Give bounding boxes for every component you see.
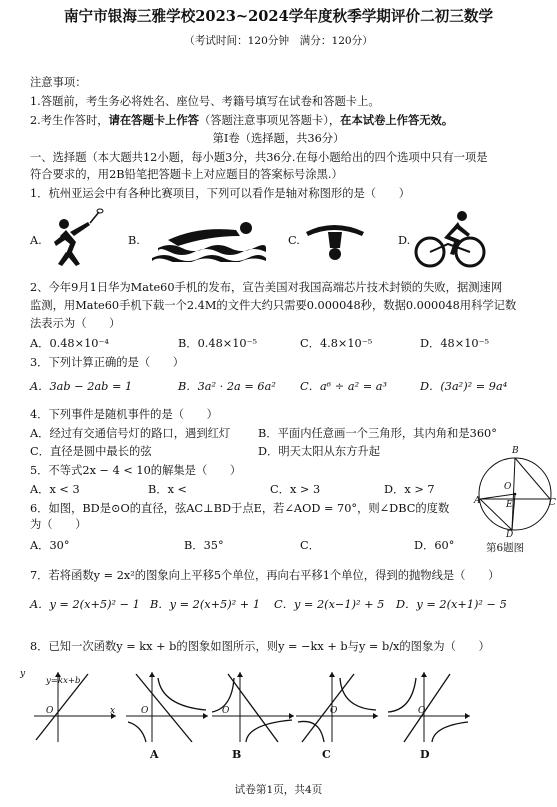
q1-option-d: D.	[398, 234, 411, 247]
q7-option-d: D．y = 2(x+1)² − 5	[396, 598, 507, 611]
q6-label-b: B	[512, 446, 519, 456]
q6-option-c: C．	[300, 539, 320, 552]
q8-d-origin: O	[418, 706, 426, 716]
page-footer: 试卷第1页，共4页	[234, 784, 323, 796]
section-intro-line1: 一、选择题（本大题共12小题，每小题3分，共36分.在每小题给出的四个选项中只有一项是	[30, 151, 488, 164]
q3-option-c: C．a⁶ ÷ a² = a³	[300, 380, 388, 393]
q7-option-b: B．y = 2(x+5)² + 1	[150, 598, 261, 611]
q2-line2: 监测，用Mate60手机下载一个2.4M的文件大约只需要0.000048秒，数据0.000048用科学记数	[30, 299, 517, 312]
q8-given-origin: O	[46, 706, 54, 716]
q4-stem: 4．下列事件是随机事件的是（ ）	[30, 408, 218, 421]
q8-given-label: y=kx+b	[46, 676, 81, 686]
q1-gymnastics-pictogram	[304, 218, 366, 266]
q1-swimming-pictogram	[148, 218, 268, 262]
q4-option-b: B．平面内任意画一个三角形，其内角和是360°	[258, 427, 497, 440]
q1-option-a: A.	[30, 234, 42, 247]
q6-figure-caption: 第6题图	[486, 542, 525, 554]
q6-option-a: A．30°	[30, 539, 70, 552]
q8-graph-c-label: C	[322, 748, 331, 761]
q8-graph-a-label: A	[150, 748, 159, 761]
q6-label-o: O	[504, 482, 512, 492]
q2-option-a: A．0.48×10⁻⁴	[30, 337, 109, 350]
q8-given-x-label: x	[110, 706, 116, 716]
notice-item-1: 1.答题前，考生务必将姓名、座位号、考籍号填写在试卷和答题卡上。	[30, 95, 380, 108]
q6-label-e: E	[506, 500, 513, 510]
q6-option-d: D．60°	[414, 539, 455, 552]
q2-line3: 法表示为（ ）	[30, 317, 121, 330]
q6-label-d: D	[506, 530, 514, 540]
q3-option-a: A．3ab − 2ab = 1	[30, 380, 133, 393]
q7-option-c: C．y = 2(x−1)² + 5	[274, 598, 385, 611]
q5-option-d: D．x > 7	[384, 483, 435, 496]
q5-option-b: B．x <	[148, 483, 188, 496]
q8-given-y-label: y	[20, 669, 26, 679]
q8-a-origin: O	[141, 706, 149, 716]
q8-graph-b-label: B	[232, 748, 242, 761]
q6-option-b: B．35°	[184, 539, 224, 552]
q2-option-b: B．0.48×10⁻⁵	[178, 337, 258, 350]
q8-stem: 8．已知一次函数y = kx + b的图象如图所示，则y = −kx + b与y = b/x的图象为（ ）	[30, 640, 490, 653]
q8-graph-a	[122, 668, 212, 744]
notice-item-2: 2.考生作答时，请在答题卡上作答（答题注意事项见答题卡），在本试卷上作答无效。	[30, 113, 454, 127]
page-title: 南宁市银海三雅学校2023~2024学年度秋季学期评价二初三数学	[63, 8, 494, 25]
q5-option-a: A．x < 3	[30, 483, 80, 496]
q8-graph-d-label: D	[420, 748, 430, 761]
q3-stem: 3．下列计算正确的是（ ）	[30, 356, 185, 369]
q1-badminton-pictogram	[44, 208, 106, 268]
q1-cycling-pictogram	[414, 208, 486, 270]
q8-c-origin: O	[330, 706, 338, 716]
q1-option-b: B.	[128, 234, 140, 247]
q2-option-d: D．48×10⁻⁵	[420, 337, 490, 350]
q4-option-a: A．经过有交通信号灯的路口，遇到红灯	[30, 427, 231, 440]
q3-option-b: B．3a² · 2a = 6a²	[178, 380, 276, 393]
q3-option-d: D．(3a²)² = 9a⁴	[420, 380, 508, 393]
q8-b-origin: O	[222, 706, 230, 716]
q8-graph-d	[384, 668, 474, 744]
q6-line2: 为（ ）	[30, 518, 87, 531]
section-heading: 第Ⅰ卷（选择题，共36分）	[212, 132, 345, 145]
q6-circle-figure	[474, 444, 556, 540]
section-intro-line2: 符合要求的，用2B铅笔把答题卡上对应题目的答案标号涂黑.）	[30, 168, 343, 181]
q4-option-c: C．直径是圆中最长的弦	[30, 445, 152, 458]
q6-label-c: C	[549, 498, 556, 508]
q1-option-c: C.	[288, 234, 300, 247]
q5-option-c: C．x > 3	[270, 483, 321, 496]
notice-heading: 注意事项：	[30, 76, 87, 89]
exam-info: （考试时间：120分钟 满分：120分）	[184, 35, 373, 47]
q2-option-c: C．4.8×10⁻⁵	[300, 337, 373, 350]
q6-line1: 6．如图，BD是⊙O的直径，弦AC⊥BD于点E，若∠AOD = 70°，则∠DBC的度数	[30, 502, 450, 515]
q1-stem: 1．杭州亚运会中有各种比赛项目，下列可以看作是轴对称图形的是（ ）	[30, 187, 410, 200]
q5-stem: 5．不等式2x − 4 < 10的解集是（ ）	[30, 464, 242, 477]
q7-stem: 7．若将函数y = 2x²的图象向上平移5个单位，再向右平移1个单位，得到的抛物线是（ ）	[30, 569, 500, 582]
q7-option-a: A．y = 2(x+5)² − 1	[30, 598, 140, 611]
q6-label-a: A	[474, 496, 481, 506]
q4-option-d: D．明天太阳从东方升起	[258, 445, 381, 458]
q2-line1: 2、今年9月1日华为Mate60手机的发布，宣告美国对我国高端芯片技术封锁的失败，据测速网	[30, 281, 503, 294]
